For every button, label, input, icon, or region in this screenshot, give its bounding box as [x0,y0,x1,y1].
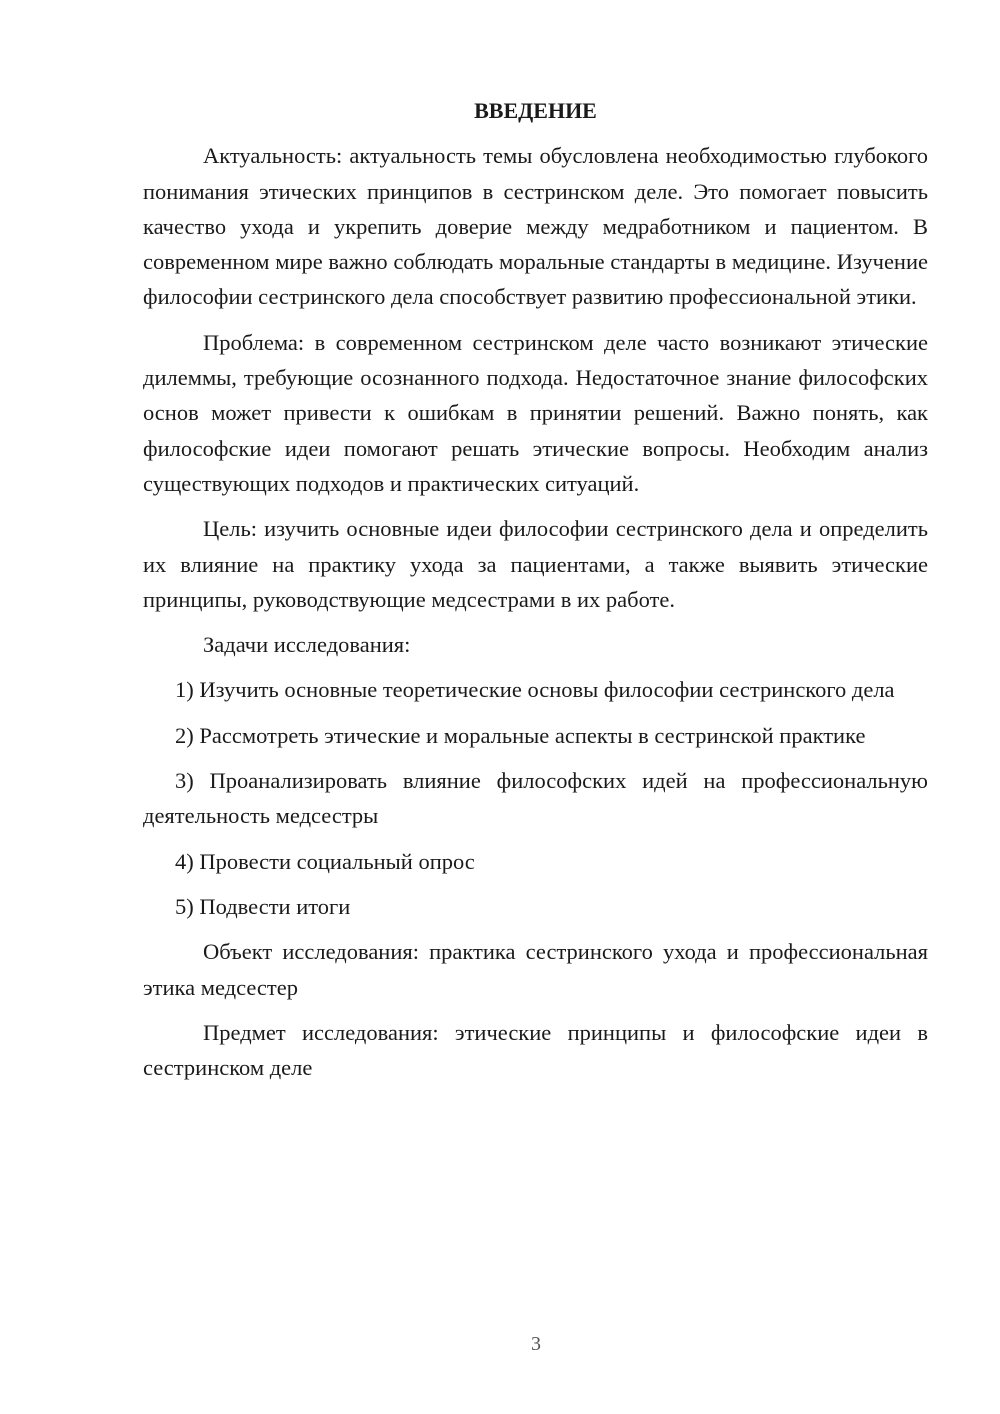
paragraph-problem: Проблема: в современном сестринском деле часто возникают этические дилеммы, требующие осознанного подхода. Недостаточное знание философских основ может привести к ошибкам в принятии решений. Важно понять, как философские идеи помогают решать этические вопросы. Необходим анализ существующих подходов и практических ситуаций. [143,329,928,496]
paragraph-subject: Предмет исследования: этические принципы и философские идеи в сестринском деле [143,1019,928,1081]
task-item-4: 4) Провести социальный опрос [175,848,475,874]
page-number: 3 [531,1333,541,1355]
paragraph-goal: Цель: изучить основные идеи философии сестринского дела и определить их влияние на практику ухода за пациентами, а также выявить этические принципы, руководствующие медсестрами в их работе. [143,516,928,612]
task-item-1: 1) Изучить основные теоретические основы философии сестринского дела [175,677,895,703]
task-item-5: 5) Подвести итоги [175,893,351,919]
document-page [143,93,928,1095]
section-title: ВВЕДЕНИЕ [474,98,597,123]
paragraph-object: Объект исследования: практика сестринского ухода и профессиональная этика медсестер [143,939,928,1000]
paragraph-relevance: Актуальность: актуальность темы обусловлена необходимостью глубокого понимания этических принципов в сестринском деле. Это помогает повысить качество ухода и укрепить доверие между медработником и пациентом. В современном мире важно соблюдать моральные стандарты в медицине. Изучение философии сестринского дела способствует развитию профессиональной этики. [143,143,928,310]
task-item-3: 3) Проанализировать влияние философских идей на профессиональную деятельность медсестры [143,768,928,829]
tasks-heading: Задачи исследования: [203,632,411,658]
task-item-2: 2) Рассмотреть этические и моральные аспекты в сестринской практике [175,722,866,748]
